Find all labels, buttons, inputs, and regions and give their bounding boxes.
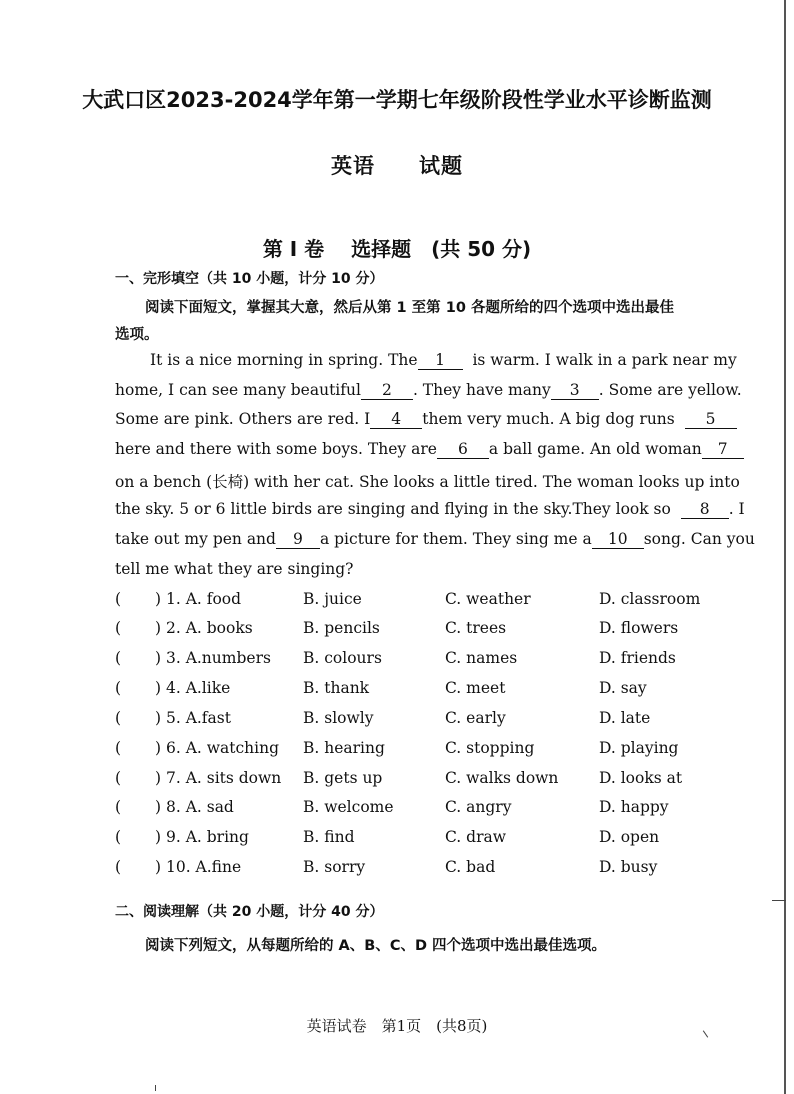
passage-text: on a bench (长椅) with her cat. She looks a little tired. The woman looks up into — [115, 473, 740, 491]
question-option-b: B. sorry — [303, 858, 366, 876]
blank-2: 2 — [361, 382, 413, 400]
passage-text: a ball game. An old woman — [488, 440, 702, 458]
question-option-b: B. juice — [303, 590, 362, 608]
question-option-c: C. draw — [445, 828, 507, 846]
question-option-b: B. find — [303, 828, 355, 846]
blank-3: 3 — [551, 382, 599, 400]
answer-paren: ( — [115, 619, 122, 637]
question-option-c: C. angry — [445, 798, 512, 816]
question-option-d: D. busy — [599, 858, 658, 876]
question-option-a: ) 10. A.fine — [155, 858, 242, 876]
question-option-a: ) 1. A. food — [155, 590, 242, 608]
passage-line-7 — [115, 530, 755, 549]
blank-1: 1 — [418, 352, 463, 370]
subject-title: 英语 试题 — [331, 154, 463, 178]
passage-line-2 — [115, 381, 742, 400]
question-option-c: C. walks down — [445, 769, 559, 787]
question-option-d: D. happy — [599, 798, 669, 816]
passage-text: . Some are yellow. — [598, 381, 742, 399]
scan-speck — [772, 900, 786, 901]
answer-paren: ( — [115, 590, 122, 608]
passage-line-8 — [115, 560, 354, 578]
passage-text: . They have many — [412, 381, 551, 399]
answer-paren: ( — [115, 769, 122, 787]
blank-7: 7 — [702, 441, 744, 459]
passage-text: them very much. A big dog runs — [422, 410, 675, 428]
answer-paren: ( — [115, 739, 122, 757]
section1-instruction-line2: 选项。 — [115, 327, 159, 343]
question-option-a: ) 6. A. watching — [155, 739, 279, 757]
passage-line-6 — [115, 500, 745, 519]
question-option-c: C. bad — [445, 858, 496, 876]
passage-text: Some are pink. Others are red. I — [115, 410, 371, 428]
section2-instruction: 阅读下列短文，从每题所给的 A、B、C、D 四个选项中选出最佳选项。 — [145, 938, 607, 954]
answer-paren: ( — [115, 858, 122, 876]
passage-text: a picture for them. They sing me a — [319, 530, 592, 548]
blank-8: 8 — [681, 501, 729, 519]
answer-paren: ( — [115, 679, 122, 697]
passage-line-3 — [115, 410, 737, 429]
question-option-d: D. flowers — [599, 619, 679, 637]
passage-text: is warm. I walk in a park near my — [472, 351, 737, 369]
question-option-a: ) 8. A. sad — [155, 798, 234, 816]
question-option-a: ) 9. A. bring — [155, 828, 249, 846]
question-option-c: C. weather — [445, 590, 531, 608]
answer-paren: ( — [115, 709, 122, 727]
passage-text: tell me what they are singing? — [115, 560, 354, 578]
part-title: 第 I 卷 选择题 (共 50 分) — [262, 237, 532, 261]
question-option-b: B. hearing — [303, 739, 385, 757]
blank-5: 5 — [685, 411, 737, 429]
question-option-b: B. welcome — [303, 798, 394, 816]
question-option-a: ) 2. A. books — [155, 619, 253, 637]
question-option-b: B. thank — [303, 679, 370, 697]
question-option-b: B. gets up — [303, 769, 383, 787]
passage-text: the sky. 5 or 6 little birds are singing and flying in the sky.They look so — [115, 500, 671, 518]
question-option-c: C. stopping — [445, 739, 535, 757]
question-option-d: D. classroom — [599, 590, 701, 608]
section2-heading: 二、阅读理解（共 20 小题，计分 40 分） — [115, 904, 384, 920]
question-option-b: B. colours — [303, 649, 382, 667]
question-option-c: C. names — [445, 649, 518, 667]
passage-text: . I — [728, 500, 745, 518]
question-option-c: C. trees — [445, 619, 507, 637]
blank-6: 6 — [437, 441, 489, 459]
page-footer: 英语试卷 第1页 (共8页) — [306, 1017, 488, 1035]
blank-9: 9 — [276, 531, 320, 549]
question-option-c: C. early — [445, 709, 506, 727]
question-option-d: D. late — [599, 709, 651, 727]
question-option-b: B. pencils — [303, 619, 380, 637]
passage-text: take out my pen and — [115, 530, 276, 548]
question-option-b: B. slowly — [303, 709, 374, 727]
question-option-a: ) 5. A.fast — [155, 709, 231, 727]
passage-text: It is a nice morning in spring. The — [150, 351, 418, 369]
answer-paren: ( — [115, 649, 122, 667]
question-option-a: ) 3. A.numbers — [155, 649, 271, 667]
question-option-c: C. meet — [445, 679, 506, 697]
question-option-d: D. say — [599, 679, 647, 697]
passage-line-5 — [115, 470, 740, 492]
blank-10: 10 — [592, 531, 644, 549]
blank-4: 4 — [370, 411, 422, 429]
exam-title: 大武口区2023-2024学年第一学期七年级阶段性学业水平诊断监测 — [82, 88, 712, 112]
passage-line-4 — [115, 440, 744, 459]
scan-speck — [155, 1085, 156, 1091]
section1-instruction-line1: 阅读下面短文，掌握其大意，然后从第 1 至第 10 各题所给的四个选项中选出最佳 — [145, 300, 674, 316]
section1-heading: 一、完形填空（共 10 小题，计分 10 分） — [115, 271, 384, 287]
passage-line-1 — [150, 351, 737, 370]
passage-text: home, I can see many beautiful — [115, 381, 361, 399]
passage-text: song. Can you — [643, 530, 755, 548]
question-option-d: D. looks at — [599, 769, 683, 787]
answer-paren: ( — [115, 828, 122, 846]
answer-paren: ( — [115, 798, 122, 816]
question-option-a: ) 7. A. sits down — [155, 769, 282, 787]
question-option-d: D. friends — [599, 649, 676, 667]
question-option-d: D. playing — [599, 739, 679, 757]
passage-text: here and there with some boys. They are — [115, 440, 437, 458]
question-option-a: ) 4. A.like — [155, 679, 231, 697]
question-option-d: D. open — [599, 828, 660, 846]
